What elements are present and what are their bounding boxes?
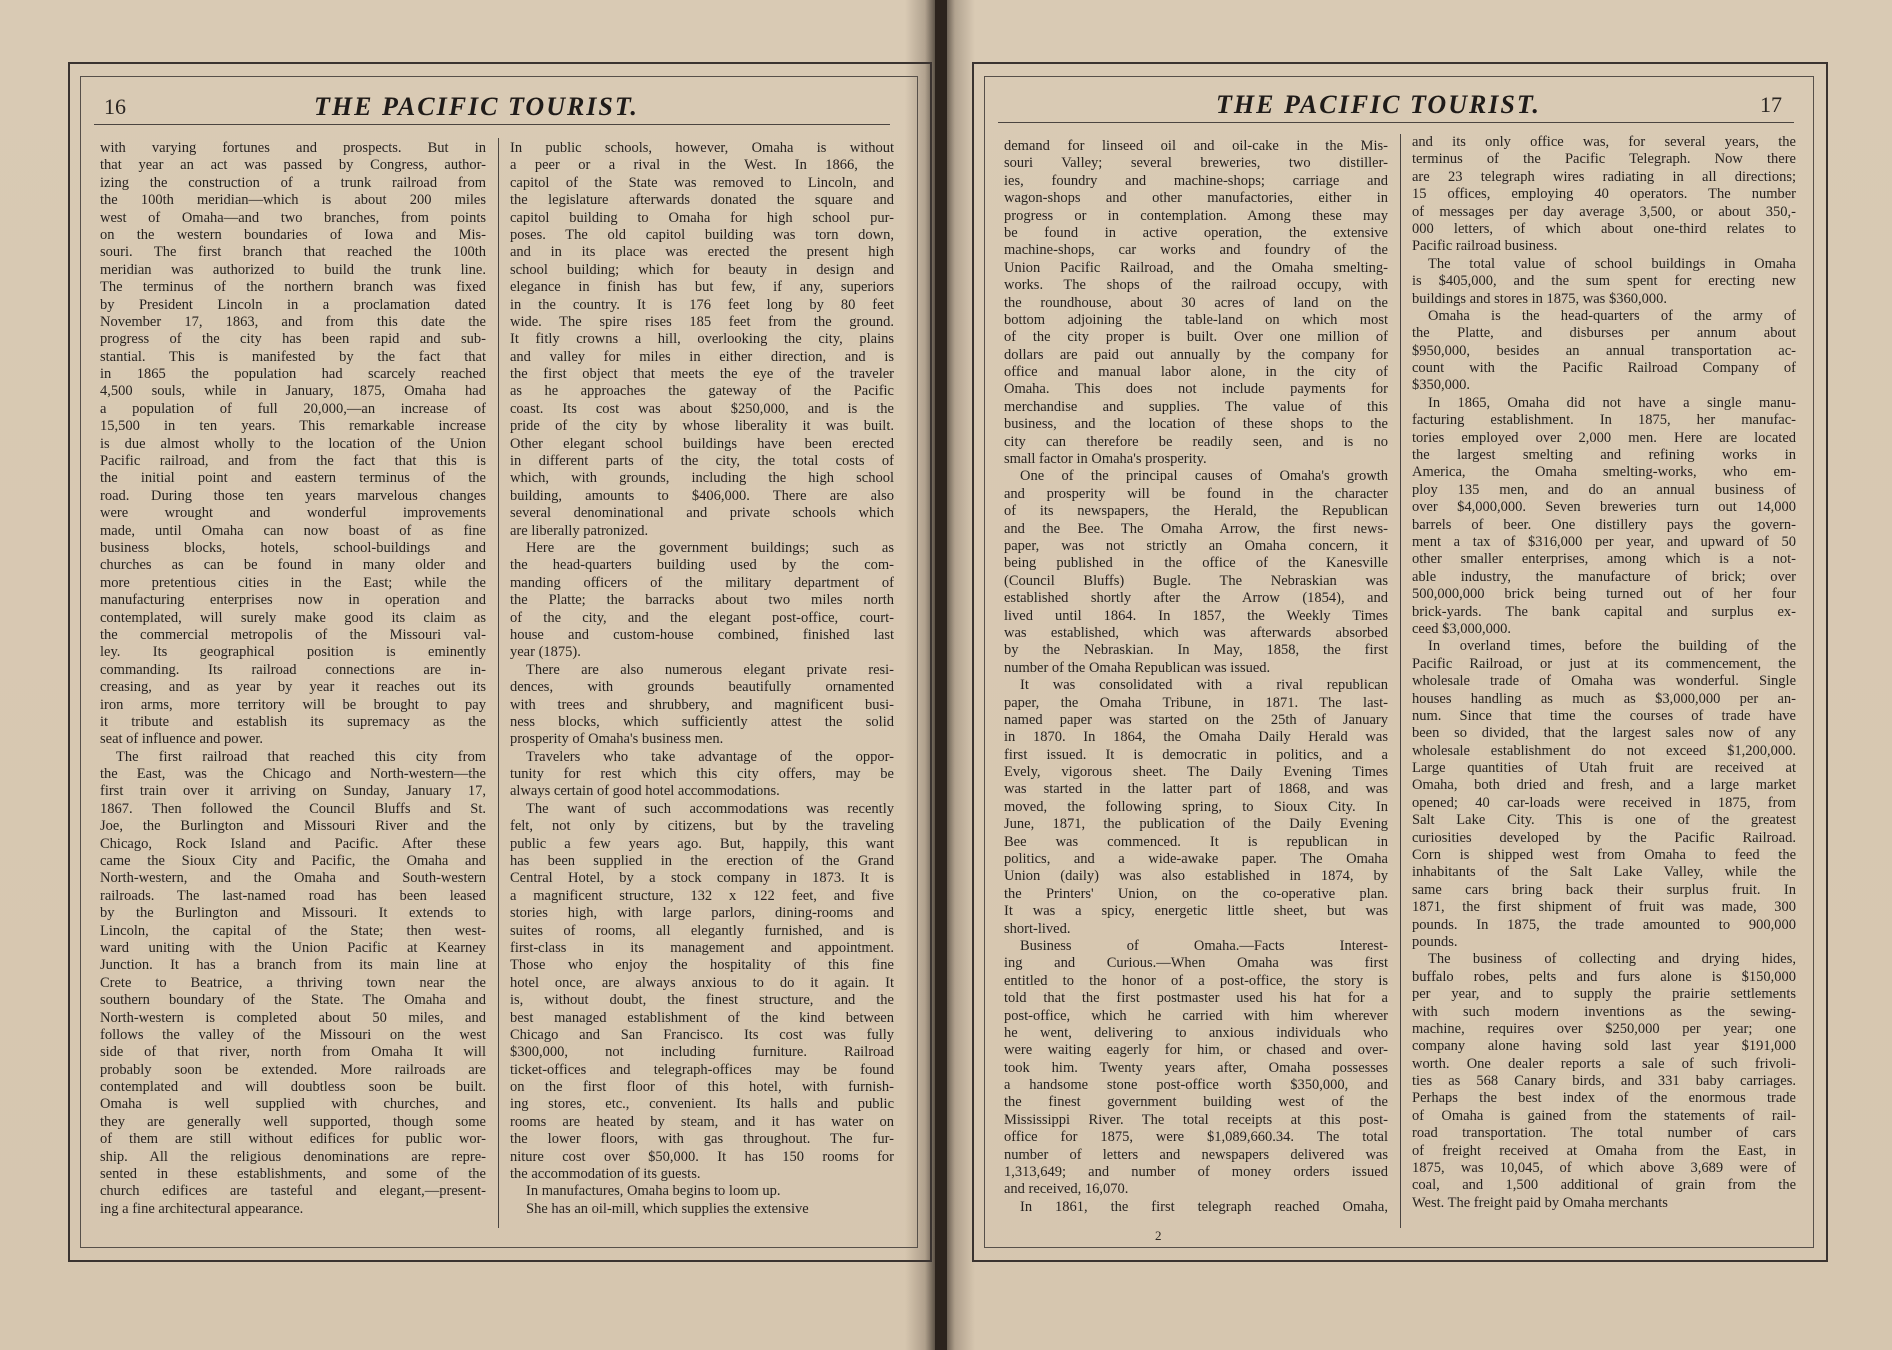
text-line: works. The shops of the railroad occupy, with xyxy=(1004,277,1388,294)
text-line: She has an oil-mill, which supplies the extensive xyxy=(526,1200,809,1217)
text-line: Other elegant school buildings have been erected xyxy=(510,435,894,452)
text-line: Pacific Railroad, or just at its commencement, the xyxy=(1412,655,1796,672)
text-line: being published in the office of the Kanesville xyxy=(1004,555,1388,572)
text-line: num. Since that time the courses of trade have xyxy=(1412,707,1796,724)
text-line: wagon-shops and other manufactories, either in xyxy=(1004,190,1388,207)
text-line: June, 1871, the publication of the Daily Evening xyxy=(1004,816,1388,833)
text-line: of freight received at Omaha from the East, in xyxy=(1412,1142,1796,1159)
text-line: ley. Its geographical position is eminently xyxy=(100,644,486,661)
text-line: Junction. It has a branch from its main line at xyxy=(100,957,486,974)
text-line: business blocks, hotels, school-buildings and xyxy=(100,539,486,556)
text-line: which, with grounds, including the high school xyxy=(510,470,894,487)
text-line: the Platte, and disburses per annum about xyxy=(1412,325,1796,342)
text-line: 1875, was 10,045, of which above 3,689 were of xyxy=(1412,1160,1796,1177)
text-line: road. During those ten years marvelous changes xyxy=(100,487,486,504)
text-line: of messages per day average 3,500, or about 350,- xyxy=(1412,203,1796,220)
text-line: In manufactures, Omaha begins to loom up. xyxy=(526,1183,781,1200)
text-line: souri Valley; several breweries, two distiller- xyxy=(1004,155,1388,172)
text-line: buildings and stores in 1875, was $360,000. xyxy=(1412,290,1667,307)
text-line: machine-shops, car works and foundry of the xyxy=(1004,242,1388,259)
text-line: inhabitants of the Salt Lake Valley, while the xyxy=(1412,864,1796,881)
signature-mark: 2 xyxy=(1155,1228,1162,1243)
text-line: One of the principal causes of Omaha's growth xyxy=(1020,468,1388,485)
text-line: were wrought and wonderful improvements xyxy=(100,505,486,522)
text-line: ward uniting with the Union Pacific at Kearney xyxy=(100,939,486,956)
text-line: North-western is completed about 50 miles, and xyxy=(100,1009,486,1026)
text-line: The want of such accommodations was recently xyxy=(526,800,894,817)
text-line: the head-quarters building used by the com- xyxy=(510,557,894,574)
text-line: came the Sioux City and Pacific, the Omaha and xyxy=(100,853,486,870)
text-line: barrels of beer. One distillery pays the govern- xyxy=(1412,516,1796,533)
text-line: $950,000, besides an annual transportation ac- xyxy=(1412,342,1796,359)
text-line: tories employed over 2,000 men. Here are located xyxy=(1412,429,1796,446)
text-line: ies, foundry and machine-shops; carriage and xyxy=(1004,172,1388,189)
text-line: seat of influence and power. xyxy=(100,731,264,748)
text-line: with such modern inventions as the sewing- xyxy=(1412,1003,1796,1020)
text-line: merchandise and supplies. The value of this xyxy=(1004,398,1388,415)
text-line: Omaha, both dried and fresh, and a large market xyxy=(1412,777,1796,794)
text-line: ploy 135 men, and do an annual business of xyxy=(1412,481,1796,498)
text-line: souri. The first branch that reached the 100th xyxy=(100,244,486,261)
text-line: Pacific railroad, and from the fact that this is xyxy=(100,453,486,470)
text-line: it tribute and establish its supremacy as the xyxy=(100,713,486,730)
text-line: a population of full 20,000,—an increase of xyxy=(100,400,486,417)
text-line: number of the Omaha Republican was issued. xyxy=(1004,659,1271,676)
text-line: of the city proper is built. Over one million of xyxy=(1004,329,1388,346)
text-line: as he approaches the gateway of the Pacific xyxy=(510,383,894,400)
text-line: pounds. In 1875, the trade amounted to 900,000 xyxy=(1412,916,1796,933)
text-line: bottom adjoining the table-land on which most xyxy=(1004,311,1388,328)
text-line: probably soon be extended. More railroads are xyxy=(100,1061,486,1078)
text-line: were waiting eagerly for him, or chased and over- xyxy=(1004,1042,1388,1059)
text-line: Lincoln, the capital of the State; then west- xyxy=(100,922,486,939)
text-line: wholesale trade of Omaha was wonderful. Single xyxy=(1412,673,1796,690)
text-line: 000 letters, of which about one-third relates to xyxy=(1412,220,1796,237)
text-line: was established, which was afterwards absorbed xyxy=(1004,624,1388,641)
text-line: buffalo robes, pelts and furs alone is $150,000 xyxy=(1412,968,1796,985)
text-line: ceed $3,000,000. xyxy=(1412,620,1512,637)
text-line: of its newspapers, the Herald, the Republican xyxy=(1004,503,1388,520)
text-line: Travelers who take advantage of the oppor- xyxy=(526,748,894,765)
text-line: contemplated and will doubtless soon be built. xyxy=(100,1079,486,1096)
text-line: It was consolidated with a rival republican xyxy=(1020,677,1388,694)
text-line: stantial. This is manifested by the fact that xyxy=(100,348,486,365)
text-line: 4,500 souls, while in January, 1875, Omaha had xyxy=(100,383,486,400)
text-line: worth. One dealer reports a sale of such frivoli- xyxy=(1412,1055,1796,1072)
text-line: Salt Lake City. This is one of the greatest xyxy=(1412,812,1796,829)
text-line: of the city, and the elegant post-office, court- xyxy=(510,609,894,626)
text-line: took him. Twenty years after, Omaha possesses xyxy=(1004,1059,1388,1076)
text-line: with varying fortunes and prospects. But in xyxy=(100,140,486,156)
text-line: been so divided, that the largest sales now of any xyxy=(1412,725,1796,742)
text-line: houses handling as much as $3,000,000 per an- xyxy=(1412,690,1796,707)
text-line: capitol building to Omaha for high school pur- xyxy=(510,209,894,226)
text-line: with trees and shrubbery, and magnificent busi- xyxy=(510,696,894,713)
running-head: THE PACIFIC TOURIST. xyxy=(1216,90,1541,119)
column-divider xyxy=(498,138,499,1228)
text-line: is, without doubt, the finest structure, and the xyxy=(510,992,894,1009)
text-line: churches as can be found in many older and xyxy=(100,557,486,574)
text-line: 15,500 in ten years. This remarkable increase xyxy=(100,418,486,435)
text-line: meridian was authorized to build the trunk line. xyxy=(100,261,486,278)
text-line: per year, and to supply the prairie settlements xyxy=(1412,986,1796,1003)
text-line: are liberally patronized. xyxy=(510,522,649,539)
text-line: railroads. The last-named road has been leased xyxy=(100,887,486,904)
text-line: count with the Pacific Railroad Company of xyxy=(1412,360,1796,377)
text-line: The terminus of the northern branch was fixed xyxy=(100,279,486,296)
text-line: and the Bee. The Omaha Arrow, the first news- xyxy=(1004,520,1388,537)
text-line: curiosities developed by the Pacific Railroad. xyxy=(1412,829,1796,846)
text-line: west of Omaha—and two branches, from points xyxy=(100,209,486,226)
text-line: Chicago, Rock Island and Pacific. After these xyxy=(100,835,486,852)
text-line: November 17, 1863, and from this date the xyxy=(100,313,486,330)
text-line: Business of Omaha.—Facts Interest- xyxy=(1020,937,1388,954)
text-line: There are also numerous elegant private resi- xyxy=(526,661,894,678)
text-line: made, until Omaha can now boast of as fine xyxy=(100,522,486,539)
text-line: ship. All the religious denominations are repre- xyxy=(100,1148,486,1165)
text-line: in different parts of the city, the total costs of xyxy=(510,453,894,470)
text-line: over $4,000,000. Seven breweries turn out 14,000 xyxy=(1412,499,1796,516)
text-line: post-office, which he carried with him wherever xyxy=(1004,1007,1388,1024)
text-line: Pacific railroad business. xyxy=(1412,238,1558,255)
text-line: America, the Omaha smelting-works, who em- xyxy=(1412,464,1796,481)
running-head: THE PACIFIC TOURIST. xyxy=(314,92,639,121)
text-line: brick-yards. The bank capital and surplus ex- xyxy=(1412,603,1796,620)
text-line: elegance in finish has but few, if any, superiors xyxy=(510,279,894,296)
text-line: office for 1875, were $1,089,660.34. The total xyxy=(1004,1129,1388,1146)
text-line: company alone having sold last year $191,000 xyxy=(1412,1038,1796,1055)
text-line: a peer or a rival in the West. In 1866, the xyxy=(510,157,894,174)
text-line: is $405,000, and the sum spent for erecting new xyxy=(1412,273,1796,290)
text-line: named paper was started on the 25th of January xyxy=(1004,711,1388,728)
text-line: progress or in contemplation. Among these may xyxy=(1004,207,1388,224)
right-page-column-2 xyxy=(1412,134,1796,1212)
text-line: rooms are heated by steam, and it has water on xyxy=(510,1113,894,1130)
text-line: Joe, the Burlington and Missouri River and the xyxy=(100,818,486,835)
text-line: more pretentious cities in the East; while the xyxy=(100,574,486,591)
left-page-header xyxy=(94,88,890,125)
text-line: the 100th meridian—which is about 200 miles xyxy=(100,192,486,209)
text-line: In 1865, Omaha did not have a single manu- xyxy=(1428,394,1796,411)
text-line: prosperity of Omaha's business men. xyxy=(510,731,724,748)
text-line: ties as 568 Canary birds, and 331 baby carriages. xyxy=(1412,1073,1796,1090)
text-line: business, and the location of these shops to the xyxy=(1004,416,1388,433)
text-line: It was a spicy, energetic little sheet, but was xyxy=(1004,903,1388,920)
text-line: year (1875). xyxy=(510,644,581,661)
text-line: terminus of the Pacific Telegraph. Now there xyxy=(1412,151,1796,168)
text-line: In overland times, before the building of the xyxy=(1428,638,1796,655)
text-line: short-lived. xyxy=(1004,920,1071,937)
text-line: school building; which for beauty in design and xyxy=(510,261,894,278)
text-line: tunity for rest which this city offers, may be xyxy=(510,766,894,783)
text-line: small factor in Omaha's prosperity. xyxy=(1004,451,1207,468)
book-gutter xyxy=(935,0,947,1350)
text-line: izing the construction of a trunk railroad from xyxy=(100,174,486,191)
text-line: ticket-offices and telegraph-offices may be found xyxy=(510,1061,894,1078)
text-line: $350,000. xyxy=(1412,377,1470,394)
text-line: In public schools, however, Omaha is without xyxy=(510,140,894,156)
text-line: has been supplied in the erection of the Grand xyxy=(510,853,894,870)
text-line: the Platte; the barracks about two miles north xyxy=(510,592,894,609)
text-line: follows the valley of the Missouri on the west xyxy=(100,1026,486,1043)
text-line: southern boundary of the State. The Omaha and xyxy=(100,992,486,1009)
text-line: they are generally well supported, though some xyxy=(100,1113,486,1130)
text-line: able industry, the manufacture of brick; over xyxy=(1412,568,1796,585)
text-line: church edifices are tasteful and elegant,—present- xyxy=(100,1183,486,1200)
text-line: suites of rooms, all elegantly furnished, and is xyxy=(510,922,894,939)
text-line: Omaha is the head-quarters of the army of xyxy=(1428,307,1796,324)
text-line: on the western boundaries of Iowa and Mis- xyxy=(100,226,486,243)
text-line: Union Pacific Railroad, and the Omaha smelting- xyxy=(1004,259,1388,276)
text-line: politics, and a wide-awake paper. The Omaha xyxy=(1004,851,1388,868)
text-line: wide. The spire rises 185 feet from the ground. xyxy=(510,313,894,330)
text-line: ing and Curious.—When Omaha was first xyxy=(1004,955,1388,972)
text-line: the East, was the Chicago and North-western—the xyxy=(100,766,486,783)
text-line: Here are the government buildings; such as xyxy=(526,539,894,556)
text-line: first train over it arriving on Sunday, January 17, xyxy=(100,783,486,800)
text-line: be found in active operation, the extensive xyxy=(1004,224,1388,241)
text-line: the roundhouse, about 30 acres of land on the xyxy=(1004,294,1388,311)
text-line: 15 offices, employing 40 operators. The number xyxy=(1412,186,1796,203)
text-line: office and manual labor alone, in the city of xyxy=(1004,364,1388,381)
text-line: moved, the following spring, to Sioux City. In xyxy=(1004,798,1388,815)
text-line: wholesale establishment do not exceed $1,200,000. xyxy=(1412,742,1796,759)
text-line: road transportation. The total number of cars xyxy=(1412,1125,1796,1142)
text-line: Omaha. This does not include payments for xyxy=(1004,381,1388,398)
text-line: lived until 1864. In 1857, the Weekly Times xyxy=(1004,607,1388,624)
page-number: 16 xyxy=(104,94,126,119)
text-line: 500,000,000 brick being turned out of her four xyxy=(1412,586,1796,603)
text-line: dollars are paid out annually by the company for xyxy=(1004,346,1388,363)
text-line: 1,313,649; and number of money orders issued xyxy=(1004,1164,1388,1181)
text-line: dences, with grounds beautifully ornamented xyxy=(510,679,894,696)
text-line: always certain of good hotel accommodations. xyxy=(510,783,780,800)
text-line: is due almost wholly to the location of the Union xyxy=(100,435,486,452)
text-line: best managed establishment of the kind between xyxy=(510,1009,894,1026)
text-line: iron arms, more territory will be brought to pay xyxy=(100,696,486,713)
text-line: Crete to Beatrice, a thriving town near the xyxy=(100,974,486,991)
left-page-column-1 xyxy=(100,140,486,1218)
text-line: in the country. It is 176 feet long by 80 feet xyxy=(510,296,894,313)
text-line: are 23 telegraph wires radiating in all directions; xyxy=(1412,168,1796,185)
text-line: was started in the latter part of 1868, and was xyxy=(1004,781,1388,798)
text-line: in 1865 the population had scarcely reached xyxy=(100,366,486,383)
text-line: by the Nebraskian. In May, 1858, the first xyxy=(1004,642,1388,659)
text-line: building, amounts to $406,000. There are also xyxy=(510,487,894,504)
text-line: the Printers' Union, on the co-operative plan. xyxy=(1004,885,1388,902)
text-line: 1871, the first shipment of fruit was made, 300 xyxy=(1412,899,1796,916)
text-line: It fitly crowns a hill, overlooking the city, plains xyxy=(510,331,894,348)
text-line: the legislature afterwards donated the square and xyxy=(510,192,894,209)
text-line: and in its place was erected the present high xyxy=(510,244,894,261)
text-line: in 1870. In 1864, the Omaha Daily Herald was xyxy=(1004,729,1388,746)
right-page-header xyxy=(998,86,1794,123)
text-line: told that the first postmaster used his hat for a xyxy=(1004,990,1388,1007)
text-line: capitol of the State was removed to Lincoln, and xyxy=(510,174,894,191)
text-line: creasing, and as year by year it reaches out its xyxy=(100,679,486,696)
text-line: established shortly after the Arrow (1854), and xyxy=(1004,590,1388,607)
text-line: that year an act was passed by Congress, author- xyxy=(100,157,486,174)
text-line: and received, 16,070. xyxy=(1004,1181,1129,1198)
text-line: commanding. Its railroad connections are in- xyxy=(100,661,486,678)
text-line: the largest smelting and refining works in xyxy=(1412,447,1796,464)
text-line: the lower floors, with gas throughout. The fur- xyxy=(510,1131,894,1148)
text-line: North-western, and the Omaha and South-western xyxy=(100,870,486,887)
left-page-column-2 xyxy=(510,140,894,1218)
text-line: 1867. Then followed the Council Bluffs and St. xyxy=(100,800,486,817)
text-line: entitled to the honor of a post-office, the story is xyxy=(1004,972,1388,989)
text-line: pounds. xyxy=(1412,933,1458,950)
text-line: The total value of school buildings in Omaha xyxy=(1428,255,1796,272)
text-line: sented in these establishments, and some of the xyxy=(100,1166,486,1183)
text-line: The first railroad that reached this city from xyxy=(116,748,486,765)
text-line: progress of the city has been rapid and sub- xyxy=(100,331,486,348)
text-line: $300,000, not including furniture. Railroad xyxy=(510,1044,894,1061)
text-line: number of letters and newspapers delivered was xyxy=(1004,1146,1388,1163)
text-line: Perhaps the best index of the enormous trade xyxy=(1412,1090,1796,1107)
text-line: manufacturing enterprises now in operation and xyxy=(100,592,486,609)
text-line: the first object that meets the eye of the traveler xyxy=(510,366,894,383)
text-line: first issued. It is democratic in politics, and a xyxy=(1004,746,1388,763)
text-line: the finest government building west of the xyxy=(1004,1094,1388,1111)
text-line: Chicago and San Francisco. Its cost was fully xyxy=(510,1026,894,1043)
text-line: side of that river, north from Omaha It will xyxy=(100,1044,486,1061)
text-line: paper, was not strictly an Omaha concern, it xyxy=(1004,537,1388,554)
text-line: contemplated, will surely make good its claim as xyxy=(100,609,486,626)
text-line: Mississippi River. The total receipts at this post- xyxy=(1004,1111,1388,1128)
text-line: machine, requires over $250,000 per year; one xyxy=(1412,1020,1796,1037)
text-line: public a few years ago. But, happily, this want xyxy=(510,835,894,852)
text-line: he went, delivering to anxious individuals who xyxy=(1004,1024,1388,1041)
text-line: coal, and 1,500 additional of grain from the xyxy=(1412,1177,1796,1194)
right-page-column-1 xyxy=(1004,138,1388,1216)
text-line: demand for linseed oil and oil-cake in the Mis- xyxy=(1004,138,1388,154)
text-line: Omaha is well supplied with churches, and xyxy=(100,1096,486,1113)
text-line: The business of collecting and drying hides, xyxy=(1428,951,1796,968)
text-line: by President Lincoln in a proclamation dated xyxy=(100,296,486,313)
text-line: stories high, with large parlors, dining-rooms and xyxy=(510,905,894,922)
text-line: other smaller enterprises, among which is a not- xyxy=(1412,551,1796,568)
text-line: several denominational and private schools which xyxy=(510,505,894,522)
text-line: In 1861, the first telegraph reached Omaha, xyxy=(1020,1198,1388,1215)
text-line: same cars bring back their surplus fruit. In xyxy=(1412,881,1796,898)
text-line: on the first floor of this hotel, with furnish- xyxy=(510,1079,894,1096)
text-line: (Council Bluffs) Bugle. The Nebraskian was xyxy=(1004,572,1388,589)
text-line: of them are still without edifices for public wor- xyxy=(100,1131,486,1148)
text-line: and valley for miles in either direction, and is xyxy=(510,348,894,365)
text-line: the initial point and eastern terminus of the xyxy=(100,470,486,487)
text-line: first-class in its management and appointment. xyxy=(510,939,894,956)
text-line: house and custom-house combined, finished last xyxy=(510,626,894,643)
text-line: and its only office was, for several years, the xyxy=(1412,134,1796,150)
text-line: niture cost over $50,000. It has 150 rooms for xyxy=(510,1148,894,1165)
text-line: the accommodation of its guests. xyxy=(510,1166,701,1183)
text-line: opened; 40 car-loads were received in 1875, from xyxy=(1412,794,1796,811)
text-line: city can therefore be readily seen, and is no xyxy=(1004,433,1388,450)
text-line: Large quantities of Utah fruit are received at xyxy=(1412,760,1796,777)
text-line: ment a tax of $316,000 per year, and upward of 50 xyxy=(1412,533,1796,550)
column-divider xyxy=(1400,134,1401,1228)
text-line: of Omaha is gained from the statements of rail- xyxy=(1412,1107,1796,1124)
text-line: Evely, vigorous sheet. The Daily Evening Times xyxy=(1004,764,1388,781)
page-number: 17 xyxy=(1760,92,1782,117)
text-line: pride of the city by whose liberality it was built. xyxy=(510,418,894,435)
text-line: Those who enjoy the hospitality of this fine xyxy=(510,957,894,974)
text-line: facturing establishment. In 1875, her manufac- xyxy=(1412,412,1796,429)
text-line: paper, the Omaha Tribune, in 1871. The last- xyxy=(1004,694,1388,711)
text-line: Union (daily) was also established in 1874, by xyxy=(1004,868,1388,885)
text-line: ing a fine architectural appearance. xyxy=(100,1200,304,1217)
text-line: felt, not only by citizens, but by the traveling xyxy=(510,818,894,835)
text-line: and prosperity will be found in the character xyxy=(1004,485,1388,502)
text-line: a magnificent structure, 132 x 122 feet, and five xyxy=(510,887,894,904)
text-line: Central Hotel, by a stock company in 1873. It is xyxy=(510,870,894,887)
text-line: the commercial metropolis of the Missouri val- xyxy=(100,626,486,643)
text-line: Bee was commenced. It is republican in xyxy=(1004,833,1388,850)
text-line: coast. Its cost was about $250,000, and is the xyxy=(510,400,894,417)
text-line: ing stores, etc., convenient. Its halls and public xyxy=(510,1096,894,1113)
text-line: manding officers of the military department of xyxy=(510,574,894,591)
text-line: poses. The old capitol building was torn down, xyxy=(510,226,894,243)
text-line: ness blocks, which sufficiently attest the solid xyxy=(510,713,894,730)
text-line: by the Burlington and Missouri. It extends to xyxy=(100,905,486,922)
text-line: a handsome stone post-office worth $350,000, and xyxy=(1004,1077,1388,1094)
text-line: West. The freight paid by Omaha merchants xyxy=(1412,1194,1668,1211)
text-line: Corn is shipped west from Omaha to feed the xyxy=(1412,847,1796,864)
text-line: hotel once, are always anxious to do it again. It xyxy=(510,974,894,991)
